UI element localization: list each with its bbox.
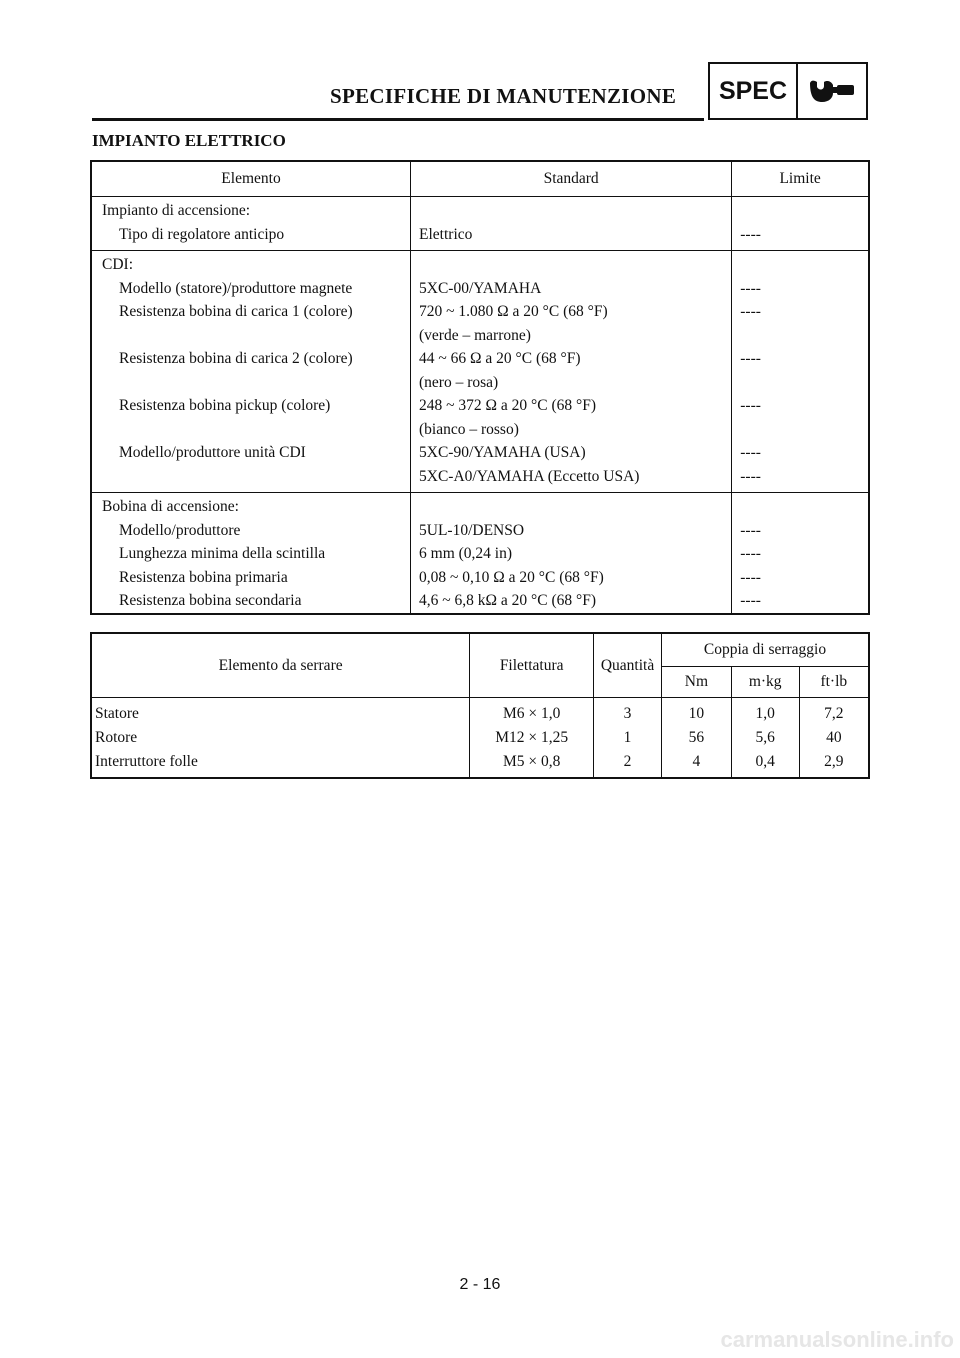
fastener-name: Interruttore folle [91,750,470,778]
table-row [91,394,869,441]
torque-nm: 4 [661,750,731,778]
limit-value: ---- [740,225,761,243]
table-row [91,347,869,394]
fastener-name: Rotore [91,726,470,750]
unit-header-nm: Nm [661,667,731,698]
torque-nm: 56 [661,726,731,750]
column-header-limit: Limite [732,161,869,197]
table-row [91,223,869,251]
column-header-fastener: Elemento da serrare [91,633,470,698]
item-label: Resistenza bobina primaria [119,568,288,586]
group-label: CDI: [102,256,133,273]
electrical-spec-table [90,160,870,615]
limit-value: ---- [740,444,761,461]
wrench-icon [798,64,866,118]
standard-value: 0,08 ~ 0,10 Ω a 20 °C (68 °F) [419,568,604,586]
torque-ftlb: 7,2 [824,705,844,722]
torque-mkg: 5,6 [731,726,799,750]
column-header-thread: Filettatura [470,633,594,698]
item-label: Resistenza bobina di carica 2 (colore) [119,350,353,367]
limit-value: ---- [740,568,761,586]
item-label: Lunghezza minima della scintilla [119,545,326,562]
item-label: Resistenza bobina pickup (colore) [119,397,331,414]
limit-value: ---- [740,545,761,562]
limit-value: ---- [740,350,761,367]
column-header-item: Elemento [91,161,411,197]
spec-label: SPEC [710,64,798,118]
table-row [91,698,869,727]
item-label: Resistenza bobina di carica 1 (colore) [119,303,353,320]
table-row [91,277,869,301]
table-row [91,566,869,590]
torque-mkg: 0,4 [731,750,799,778]
thread-value: M12 × 1,25 [470,726,594,750]
column-header-quantity: Quantità [594,633,662,698]
quantity-value: 3 [594,698,662,727]
standard-value: 5XC-00/YAMAHA [419,279,542,297]
section-title: IMPIANTO ELETTRICO [92,131,286,150]
table-row [91,750,869,778]
item-label: Modello/produttore [119,521,241,539]
limit-value: ---- [740,521,761,539]
item-label: Modello/produttore unità CDI [119,444,306,461]
torque-nm: 10 [661,698,731,727]
table-row [91,589,869,614]
torque-mkg: 1,0 [731,698,799,727]
table-row [91,726,869,750]
standard-value: 720 ~ 1.080 Ω a 20 °C (68 °F) [419,303,608,320]
limit-value: ---- [740,397,761,414]
page-title: SPECIFICHE DI MANUTENZIONE [330,84,677,108]
limit-value: ---- [740,467,761,485]
quantity-value: 1 [594,726,662,750]
standard-color: (verde – marrone) [419,326,531,344]
unit-header-ftlb: ft·lb [799,667,869,698]
page-number: 2 - 16 [459,1276,501,1293]
standard-value: 248 ~ 372 Ω a 20 °C (68 °F) [419,397,596,414]
standard-value: Elettrico [419,225,473,243]
fastener-name: Statore [91,698,470,727]
unit-header-mkg: m·kg [731,667,799,698]
column-header-torque: Coppia di serraggio [661,633,869,667]
group-label: Bobina di accensione: [102,498,239,515]
table-row [91,251,869,277]
torque-ftlb: 40 [826,729,842,746]
standard-value: 6 mm (0,24 in) [419,545,513,562]
standard-value: 5UL-10/DENSO [419,521,525,539]
column-header-standard: Standard [411,161,732,197]
limit-value: ---- [740,592,761,609]
standard-color: (bianco – rosso) [419,420,519,438]
torque-ftlb: 2,9 [824,753,844,770]
table-row [91,519,869,543]
group-label: Impianto di accensione: [102,202,251,219]
quantity-value: 2 [594,750,662,778]
table-row [91,300,869,347]
standard-color: (nero – rosa) [419,373,499,391]
spec-badge [708,62,868,120]
standard-value: 4,6 ~ 6,8 kΩ a 20 °C (68 °F) [419,592,596,609]
torque-table [90,632,870,779]
table-row [91,542,869,566]
standard-value: 44 ~ 66 Ω a 20 °C (68 °F) [419,350,581,367]
header-rule [92,118,704,121]
item-label: Modello (statore)/produttore magnete [119,279,353,297]
table-row [91,197,869,223]
thread-value: M5 × 0,8 [470,750,594,778]
watermark: carmanualsonline.info [720,1327,954,1352]
thread-value: M6 × 1,0 [470,698,594,727]
limit-value: ---- [740,279,761,297]
item-label: Tipo di regolatore anticipo [119,225,285,243]
item-label: Resistenza bobina secondaria [119,592,302,609]
standard-value: 5XC-90/YAMAHA (USA) [419,444,586,461]
table-row [91,493,869,519]
standard-value: 5XC-A0/YAMAHA (Eccetto USA) [419,467,640,485]
table-row [91,441,869,493]
limit-value: ---- [740,303,761,320]
